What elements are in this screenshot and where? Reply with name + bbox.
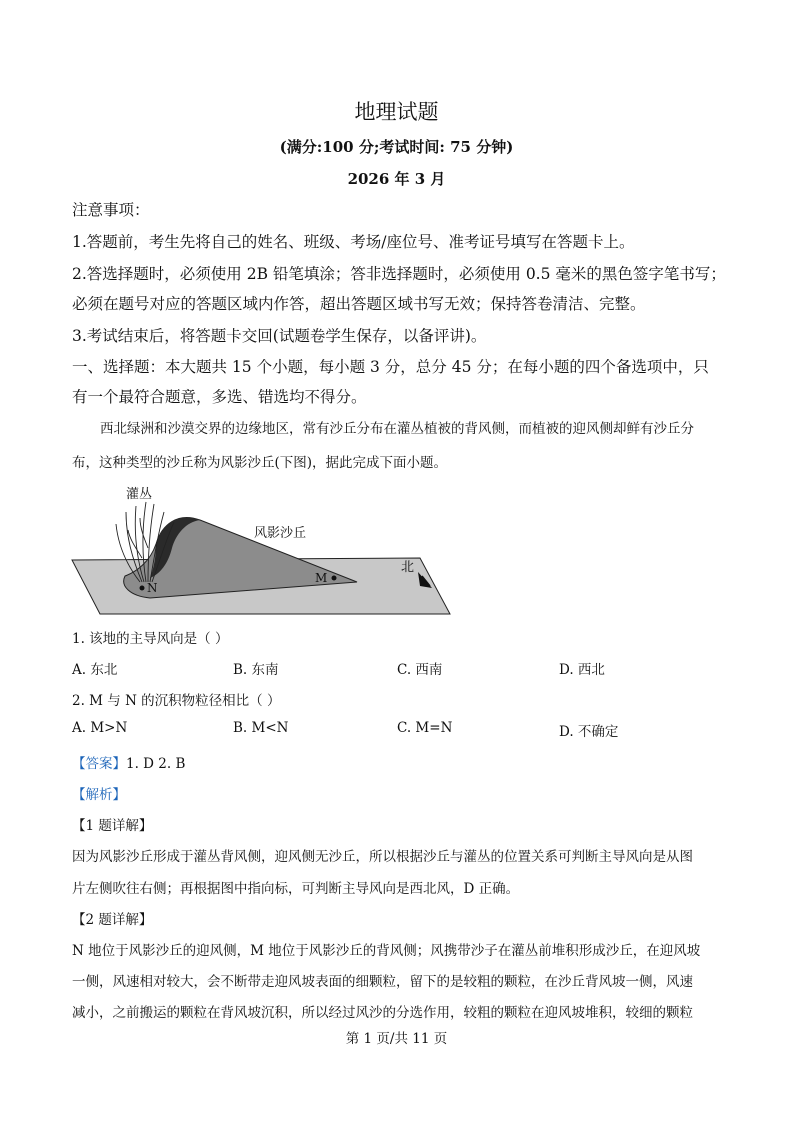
page-footer: 第 1 页/共 11 页	[345, 1031, 448, 1047]
section-heading: 一、选择题：本大题共 15 个小题，每小题 3 分，总分 45 分；在每小题的四个备选项中，只	[72, 358, 709, 376]
notice-item: 1.答题前，考生先将自己的姓名、班级、考场/座位号、准考证号填写在答题卡上。	[72, 233, 635, 251]
point-m-label: M	[315, 571, 328, 585]
detail-2-text: 一侧，风速相对较大，会不断带走迎风坡表面的细颗粒，留下的是较粗的颗粒，在沙丘背风坡一侧，风速	[72, 974, 693, 990]
detail-2-label: 【2 题详解】	[72, 912, 153, 928]
q1-option-d: D. 西北	[559, 662, 605, 678]
analysis-label: 【解析】	[72, 787, 126, 803]
question-1-stem: 1. 该地的主导风向是（ ）	[72, 631, 229, 647]
notice-item: 3.考试结束后，将答题卡交回(试题卷学生保存，以备评讲)。	[72, 327, 487, 345]
section-heading: 有一个最符合题意，多选、错选均不得分。	[72, 388, 367, 406]
point-m-marker	[332, 576, 337, 581]
dune-diagram	[70, 478, 460, 623]
point-n-label: N	[147, 581, 158, 595]
q2-option-a: A. M>N	[72, 720, 128, 736]
shrub-label: 灌丛	[126, 487, 153, 502]
detail-2-text: N 地位于风影沙丘的迎风侧，M 地位于风影沙丘的背风侧；风携带沙子在灌丛前堆积形成沙丘，在迎风坡	[72, 943, 701, 959]
q1-option-a: A. 东北	[72, 662, 118, 678]
q2-option-d: D. 不确定	[559, 724, 619, 740]
q1-option-b: B. 东南	[233, 662, 279, 678]
point-n-marker	[140, 586, 145, 591]
exam-info: (满分:100 分;考试时间: 75 分钟)	[279, 138, 514, 156]
q2-option-c: C. M=N	[397, 720, 453, 736]
page-title: 地理试题	[354, 100, 439, 124]
q1-option-c: C. 西南	[397, 662, 443, 678]
passage-text: 西北绿洲和沙漠交界的边缘地区，常有沙丘分布在灌丛植被的背风侧，而植被的迎风侧却鲜有沙丘分	[100, 421, 694, 437]
dune-label: 风影沙丘	[254, 526, 307, 541]
north-label: 北	[401, 560, 415, 575]
notice-item: 2.答选择题时，必须使用 2B 铅笔填涂；答非选择题时，必须使用 0.5 毫米的黑色签字笔书写；	[72, 265, 726, 283]
notice-item: 必须在题号对应的答题区域内作答，超出答题区域书写无效；保持答卷清洁、完整。	[72, 295, 646, 313]
answer-label: 【答案】	[72, 756, 126, 772]
q2-option-b: B. M<N	[233, 720, 289, 736]
detail-1-text: 片左侧吹往右侧；再根据图中指向标，可判断主导风向是西北风，D 正确。	[72, 881, 520, 897]
detail-1-label: 【1 题详解】	[72, 818, 153, 834]
notice-heading: 注意事项：	[72, 201, 150, 219]
exam-date: 2026 年 3 月	[347, 170, 446, 188]
answer-value: 1. D 2. B	[126, 756, 186, 772]
detail-1-text: 因为风影沙丘形成于灌丛背风侧，迎风侧无沙丘，所以根据沙丘与灌丛的位置关系可判断主导风向是从图	[72, 849, 693, 865]
answer-row	[72, 752, 185, 772]
detail-2-text: 减小，之前搬运的颗粒在背风坡沉积，所以经过风沙的分选作用，较粗的颗粒在迎风坡堆积，较细的颗粒	[72, 1005, 693, 1021]
passage-text: 布，这种类型的沙丘称为风影沙丘(下图)，据此完成下面小题。	[72, 455, 448, 471]
question-2-stem: 2. M 与 N 的沉积物粒径相比（ ）	[72, 693, 281, 709]
